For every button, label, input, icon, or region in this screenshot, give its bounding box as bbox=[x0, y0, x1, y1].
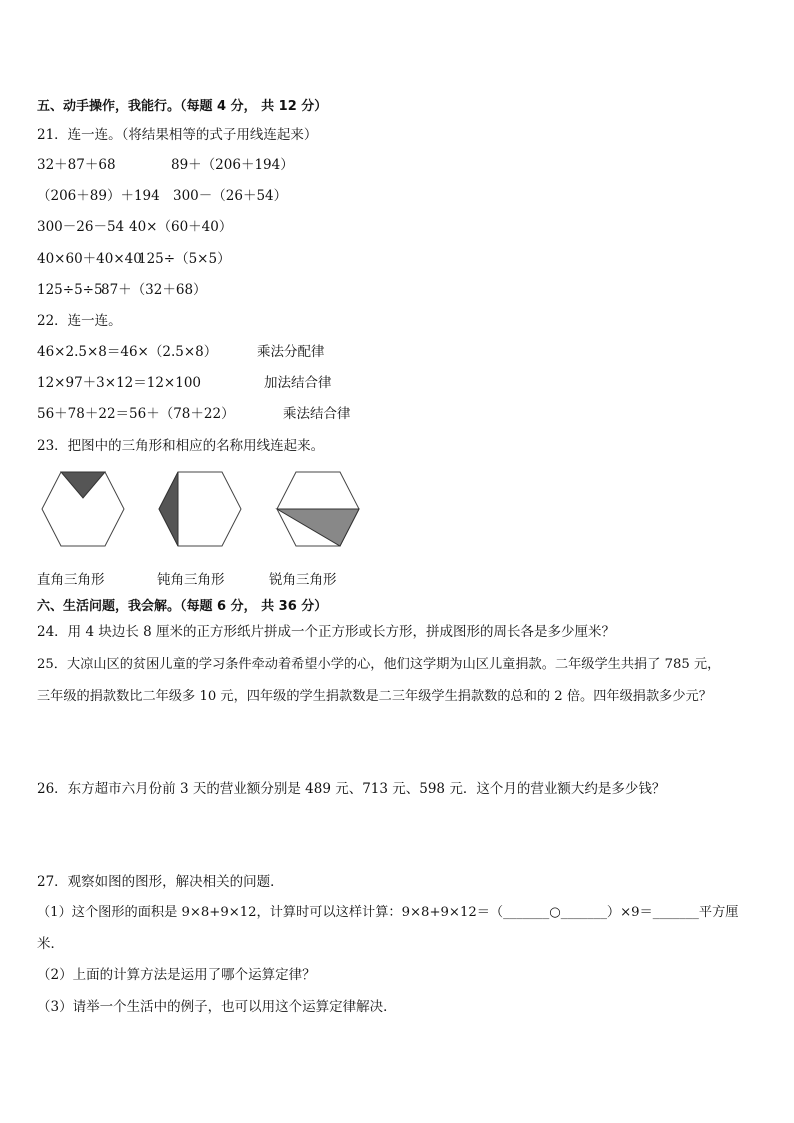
q27-title: 27．观察如图的图形，解决相关的问题． bbox=[37, 874, 284, 890]
q21-left-expr: 125÷5÷5 bbox=[37, 282, 103, 298]
q22-law: 乘法分配律 bbox=[257, 344, 325, 360]
q21-row bbox=[37, 250, 231, 268]
q27-sub2: （2）上面的计算方法是运用了哪个运算定律？ bbox=[37, 967, 316, 983]
q22-expr: 12×97＋3×12＝12×100 bbox=[37, 375, 202, 391]
q22-law: 加法结合律 bbox=[264, 375, 332, 391]
triangle-label: 钝角三角形 bbox=[157, 572, 225, 588]
q26-text: 26．东方超市六月份前 3 天的营业额分别是 489 元、713 元、598 元．这个月的营业额大约是多少钱？ bbox=[37, 781, 666, 797]
q22-expr: 56＋78＋22＝56＋（78＋22） bbox=[37, 406, 235, 422]
q22-expr: 46×2.5×8＝46×（2.5×8） bbox=[37, 344, 218, 360]
q21-left-expr: 32＋87＋68 bbox=[37, 157, 116, 173]
q22-title: 22．连一连。 bbox=[37, 313, 122, 329]
q22-law: 乘法结合律 bbox=[283, 406, 351, 422]
q27-sub3: （3）请举一个生活中的例子，也可以用这个运算定律解决． bbox=[37, 999, 397, 1015]
q21-left-expr: 300－26－54 bbox=[37, 219, 125, 235]
q21-left-expr: （206＋89）＋194 bbox=[37, 188, 160, 204]
hexagon-obtuse-triangle-figure bbox=[156, 470, 244, 548]
q21-right-expr: 40×（60＋40） bbox=[129, 219, 233, 235]
q27-sub1-line2: 米． bbox=[37, 936, 64, 952]
shaded-triangle bbox=[159, 472, 178, 546]
q24-text: 24．用 4 块边长 8 厘米的正方形纸片拼成一个正方形或长方形，拼成图形的周长各是多少厘米？ bbox=[37, 624, 616, 640]
q23-title: 23．把图中的三角形和相应的名称用线连起来。 bbox=[37, 438, 325, 454]
q21-left-expr: 40×60＋40×40 bbox=[37, 251, 142, 267]
q25-text-line2: 三年级的捐款数比二年级多 10 元，四年级的学生捐款数是二三年级学生捐款数的总和的 2 倍。四年级捐款多少元？ bbox=[37, 689, 712, 704]
section6-heading: 六、生活问题，我会解。（每题 6 分， 共 36 分） bbox=[37, 599, 328, 614]
q27-sub1-line1: （1）这个图形的面积是 9×8+9×12，计算时可以这样计算：9×8+9×12＝（_______○_______）×9＝_______平方厘 bbox=[37, 905, 739, 920]
triangle-label: 直角三角形 bbox=[37, 572, 105, 588]
triangle-label: 锐角三角形 bbox=[269, 572, 337, 588]
q21-title: 21．连一连。（将结果相等的式子用线连起来） bbox=[37, 127, 318, 143]
q21-row bbox=[37, 218, 232, 236]
q25-text-line1: 25．大凉山区的贫困儿童的学习条件牵动着希望小学的心，他们这学期为山区儿童捐款。二年级学生共捐了 785 元， bbox=[37, 657, 721, 672]
q21-right-expr: 125÷（5×5） bbox=[138, 251, 231, 267]
section5-heading: 五、动手操作，我能行。（每题 4 分， 共 12 分） bbox=[37, 99, 328, 114]
q21-row bbox=[37, 156, 294, 174]
hexagon-acute-triangle-figure bbox=[274, 470, 362, 548]
q21-row bbox=[37, 187, 287, 205]
shaded-triangle bbox=[277, 509, 359, 546]
q21-right-expr: 89＋（206＋194） bbox=[171, 157, 294, 173]
q21-right-expr: 300－（26＋54） bbox=[173, 188, 288, 204]
hexagon-right-triangle-figure bbox=[39, 470, 127, 548]
q21-row bbox=[37, 281, 207, 299]
shaded-triangle bbox=[61, 472, 105, 498]
q21-right-expr: 87＋（32＋68） bbox=[101, 282, 207, 298]
